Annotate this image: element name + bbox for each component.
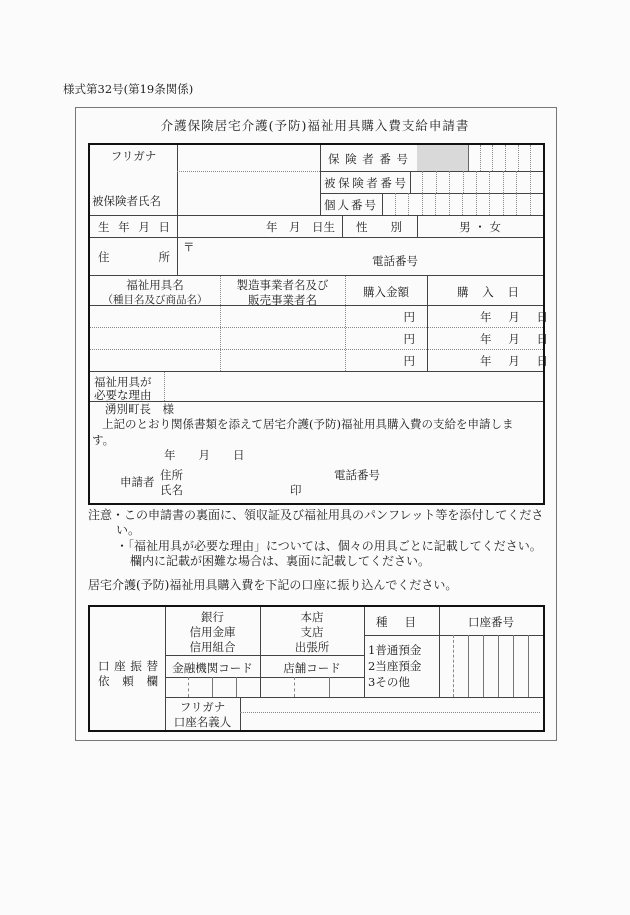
insured-number-label: 被保険者番号 <box>324 176 406 190</box>
note-line-4: 欄内に記載が困難な場合は、裏面に記載してください。 <box>130 554 431 568</box>
grid-line-v <box>342 215 343 237</box>
application-body-2: す。 <box>92 433 115 447</box>
application-date: 年 月 日 <box>164 448 245 462</box>
grid-line-h <box>90 215 543 216</box>
account-holder-label: 口座名義人 <box>173 715 232 729</box>
grid-line-v-dotted <box>164 371 165 401</box>
purchase-date-cell: 年月日 <box>480 354 548 368</box>
application-body-1: 上記のとおり関係書類を添えて居宅介護(予防)福祉用具購入費の支給を申請しま <box>102 417 514 431</box>
grid-line-h <box>165 697 543 698</box>
institution-type-union: 信用組合 <box>189 640 236 654</box>
purchase-date-header: 購入日 <box>457 285 519 299</box>
purchase-date-cell: 年月日 <box>480 332 548 346</box>
branch-type-sub: 出張所 <box>294 640 330 654</box>
row-divider-dotted <box>90 327 543 328</box>
account-type-other: 3その他 <box>368 675 410 689</box>
grid-line-v <box>427 275 428 371</box>
grid-line-h <box>90 371 543 372</box>
applicant-table <box>88 143 548 505</box>
manufacturer-header-1: 製造事業者名及び <box>236 278 329 292</box>
birthdate-label: 生年月日 <box>98 220 170 234</box>
insurer-number-shaded-cell <box>417 145 469 171</box>
equipment-name-header-2: （種目名及び商品名） <box>102 294 208 306</box>
birthdate-value: 年 月 日生 <box>266 220 335 234</box>
personal-number-label: 個人番号 <box>324 198 376 212</box>
personal-number-cells <box>382 193 543 215</box>
applicant-name-label: 氏名 <box>160 483 183 497</box>
reason-label-1: 福祉用具が <box>94 375 152 389</box>
institution-type-shinkin: 信用金庫 <box>189 625 236 639</box>
institution-code-cells <box>165 677 260 697</box>
grid-line-v <box>320 145 321 215</box>
row-divider-dotted <box>90 349 543 350</box>
grid-line-v <box>177 145 178 275</box>
reason-label-2: 必要な理由 <box>94 388 152 402</box>
equipment-name-header-1: 福祉用具名 <box>126 278 184 292</box>
amount-header: 購入金額 <box>363 285 409 299</box>
address-label: 住所 <box>98 250 170 264</box>
grid-line-h <box>90 237 543 238</box>
insured-number-cells <box>410 171 543 193</box>
grid-line-h <box>165 655 364 656</box>
insurer-number-cells <box>468 145 543 171</box>
branch-code-cells <box>260 677 364 697</box>
insurer-number-label: 保険者番号 <box>328 152 408 166</box>
account-type-ordinary: 1普通預金 <box>368 643 422 657</box>
branch-type-head: 本店 <box>300 610 324 624</box>
form-number: 様式第32号(第19条関係) <box>63 82 194 96</box>
institution-code-label: 金融機関コード <box>172 661 253 675</box>
applicant-label: 申請者 <box>120 475 155 489</box>
account-type-label: 種目 <box>376 615 416 629</box>
phone-label: 電話番号 <box>372 254 418 268</box>
seal-mark: 印 <box>290 483 302 497</box>
amount-unit: 円 <box>403 310 415 324</box>
sex-options: 男 ・ 女 <box>459 220 501 234</box>
addressee: 湧別町長 様 <box>105 402 174 416</box>
bank-account-table <box>88 605 545 732</box>
insured-name-label: 被保険者氏名 <box>92 194 161 208</box>
amount-unit: 円 <box>403 354 415 368</box>
purchase-date-cell: 年月日 <box>480 310 548 324</box>
applicant-phone-label: 電話番号 <box>334 468 380 482</box>
account-number-cells <box>439 635 543 697</box>
note-line-3: ・「福祉用具が必要な理由」については、個々の用具ごとに記載してください。 <box>116 539 542 553</box>
furigana-label: フリガナ <box>110 149 157 163</box>
applicant-address-label: 住所 <box>160 468 183 482</box>
note-line-2: い。 <box>116 523 141 537</box>
sex-label: 性別 <box>356 220 402 234</box>
branch-code-label: 店舗コード <box>283 661 341 675</box>
branch-type-branch: 支店 <box>300 625 324 639</box>
transfer-request-label-2: 依頼欄 <box>98 674 158 688</box>
grid-line-v <box>364 607 365 697</box>
transfer-instruction: 居宅介護(予防)福祉用具購入費を下記の口座に振り込んでください。 <box>88 578 458 592</box>
postal-mark: 〒 <box>183 240 195 254</box>
account-type-current: 2当座預金 <box>368 659 422 673</box>
account-furigana-label: フリガナ <box>179 700 226 714</box>
holder-name-divider <box>240 712 540 713</box>
transfer-request-label-1: 口座振替 <box>98 659 158 673</box>
grid-line-v <box>240 697 241 730</box>
furigana-divider <box>177 171 320 172</box>
grid-line-h <box>90 275 543 276</box>
account-number-label: 口座番号 <box>468 615 514 629</box>
institution-type-bank: 銀行 <box>201 610 224 624</box>
page-title: 介護保険居宅介護(予防)福祉用具購入費支給申請書 <box>160 118 470 133</box>
manufacturer-header-2: 販売事業者名 <box>248 293 317 307</box>
amount-unit: 円 <box>403 332 415 346</box>
note-line-1: 注意・この申請書の裏面に、領収証及び福祉用具のパンフレット等を添付してくださ <box>88 508 544 522</box>
